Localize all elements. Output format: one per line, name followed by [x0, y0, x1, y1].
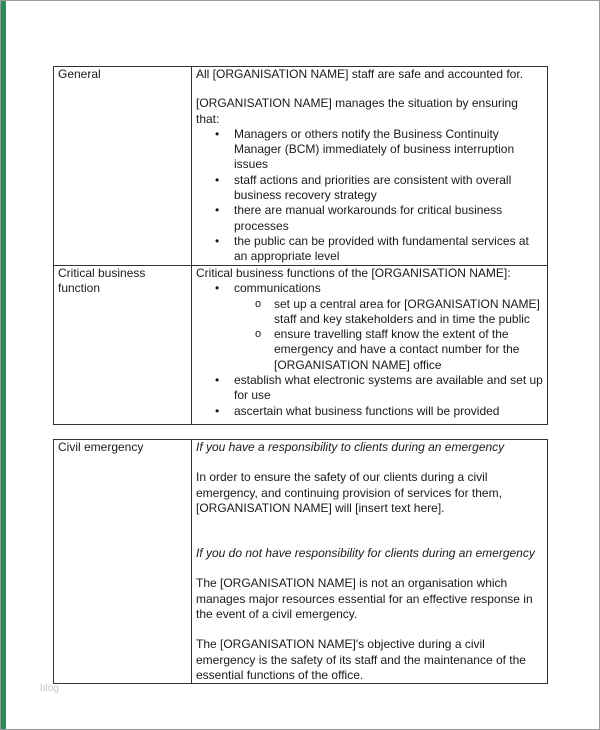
list-item: • the public can be provided with fundamental services at an appropriate level: [196, 234, 543, 265]
bullet-list: [196, 127, 543, 265]
sub-list-item: o ensure travelling staff know the extent of the emergency and have a contact number for the [ORGANISATION NAME] office: [234, 327, 543, 373]
paragraph: The [ORGANISATION NAME]'s objective during a civil emergency is the safety of its staff and the maintenance of the essential functions of the office.: [196, 637, 526, 682]
bullet-list: [196, 281, 543, 419]
intro-text: All [ORGANISATION NAME] staff are safe and accounted for.: [196, 67, 524, 81]
section-content: [192, 67, 548, 266]
section-general: [53, 66, 548, 266]
paragraph: In order to ensure the safety of our clients during a civil emergency, and continuing provision of services for them, [ORGANISATION NAME] will [insert text here].: [196, 470, 502, 515]
list-item: • staff actions and priorities are consistent with overall business recovery strategy: [196, 173, 543, 204]
sub-list: [234, 297, 543, 373]
lead-text: [ORGANISATION NAME] manages the situation by ensuring that:: [196, 96, 518, 126]
lead-text: Critical business functions of the [ORGANISATION NAME]:: [196, 266, 511, 280]
list-item: [196, 281, 543, 373]
frame-accent-line: [1, 1, 6, 729]
subheading: If you do not have responsibility for clients during an emergency: [196, 546, 535, 561]
list-item: • Managers or others notify the Business Continuity Manager (BCM) immediately of business interruption issues: [196, 127, 543, 173]
watermark-text: blog: [40, 683, 59, 694]
list-item: • there are manual workarounds for critical business processes: [196, 203, 543, 234]
section-civil-emergency: [53, 439, 548, 684]
section-label: Civil emergency: [54, 440, 192, 684]
section-label: Critical business function: [54, 266, 192, 425]
list-item: • establish what electronic systems are available and set up for use: [196, 373, 543, 404]
section-content: [192, 266, 548, 425]
list-item: • ascertain what business functions will be provided: [196, 404, 543, 419]
section-label: General: [54, 67, 192, 266]
section-content: [192, 440, 548, 684]
subheading: If you have a responsibility to clients during an emergency: [196, 440, 505, 454]
list-item-text: communications: [234, 281, 321, 296]
paragraph: The [ORGANISATION NAME] is not an organisation which manages major resources essential for an effective response in the event of a civil emergency.: [196, 576, 533, 622]
section-critical-business-function: [53, 265, 548, 425]
sub-list-item: o set up a central area for [ORGANISATION NAME] staff and key stakeholders and in time the public: [234, 297, 543, 328]
